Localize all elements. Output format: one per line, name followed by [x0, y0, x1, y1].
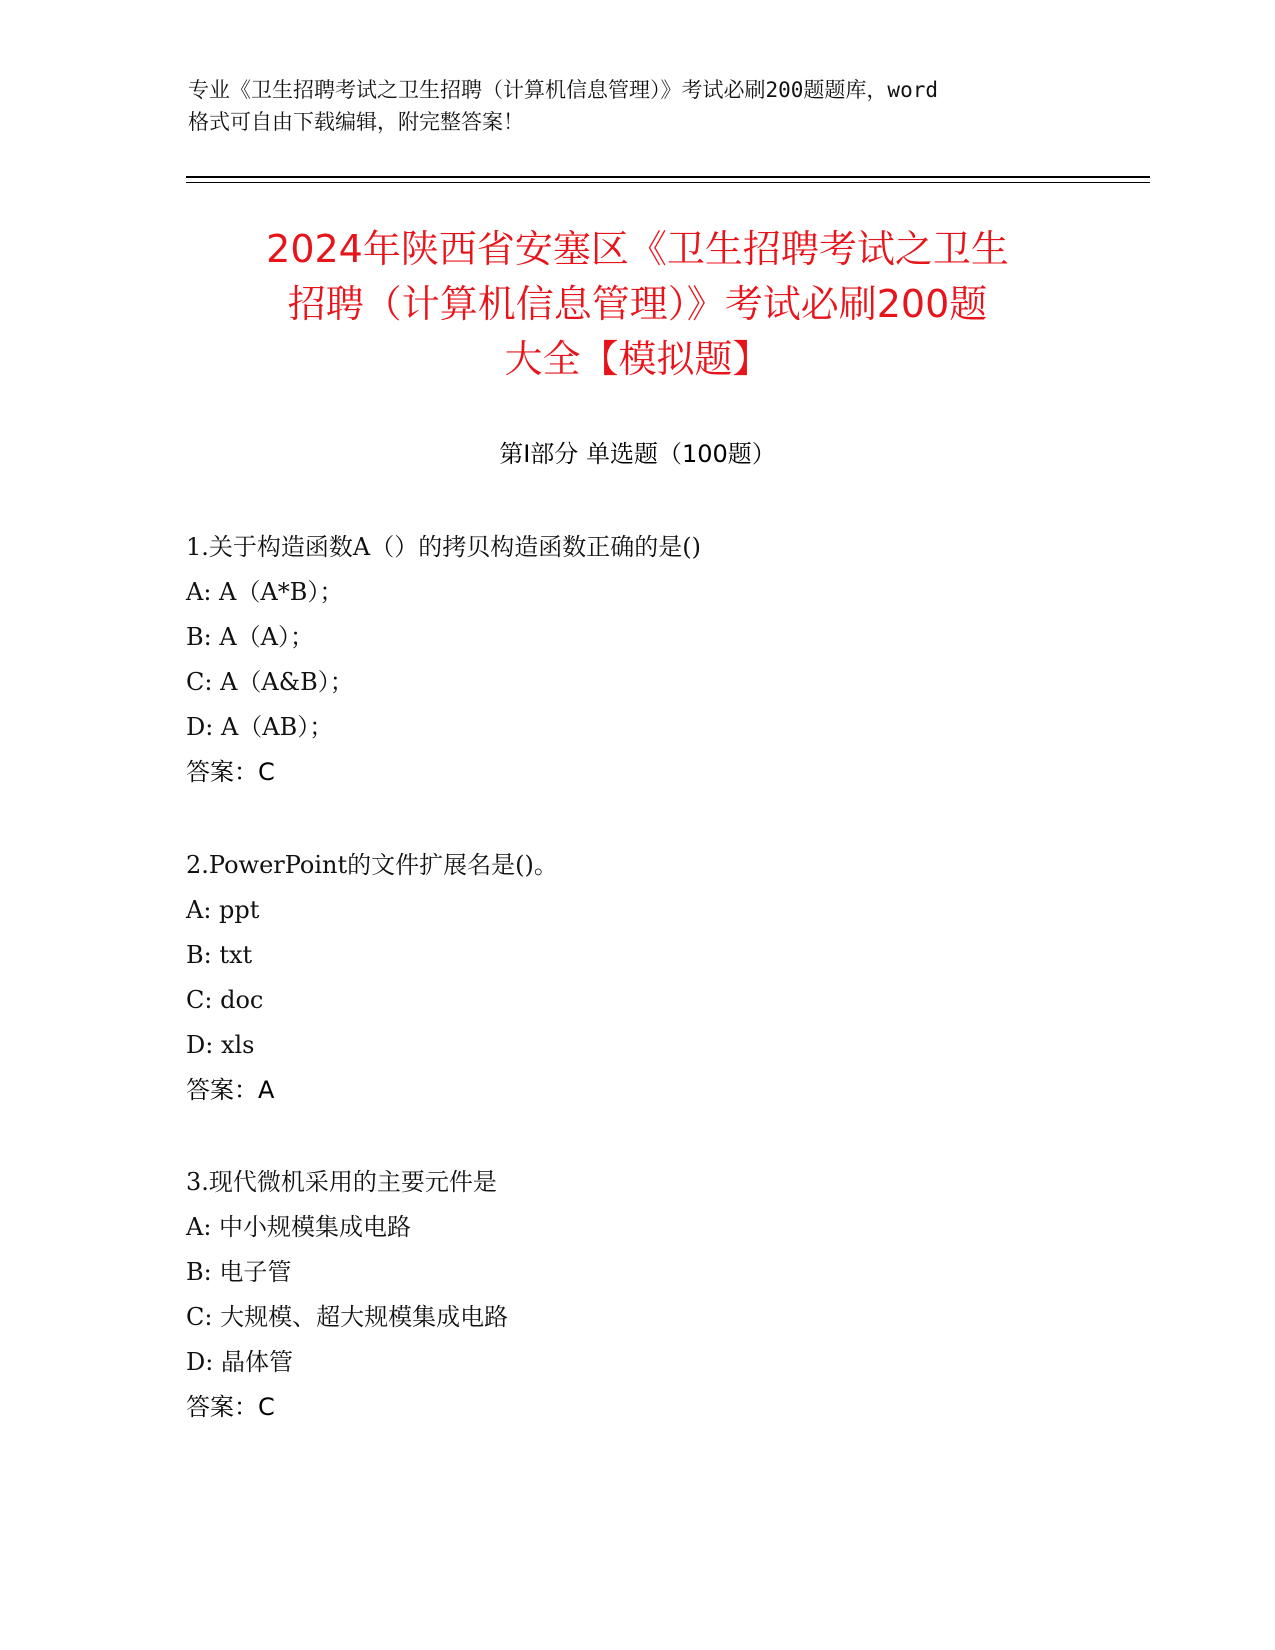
answer: 答案：A	[186, 1076, 275, 1104]
option-c: C: 大规模、超大规模集成电路	[186, 1303, 509, 1331]
question-stem: 2.PowerPoint的文件扩展名是()。	[186, 851, 558, 879]
option-d: D: A（AB）；	[186, 713, 334, 741]
answer: 答案：C	[186, 1393, 275, 1421]
answer: 答案：C	[186, 758, 275, 786]
option-c: C: doc	[186, 986, 264, 1014]
option-d: D: xls	[186, 1031, 255, 1059]
header-note-line-1: 专业《卫生招聘考试之卫生招聘（计算机信息管理）》考试必刷200题题库，word	[188, 78, 938, 102]
option-d: D: 晶体管	[186, 1348, 293, 1376]
option-b: B: A（A）；	[186, 623, 315, 651]
title-line-1: 2024年陕西省安塞区《卫生招聘考试之卫生	[266, 227, 1009, 271]
title-line-2: 招聘（计算机信息管理）》考试必刷200题	[287, 282, 988, 326]
option-b: B: txt	[186, 941, 253, 969]
question-stem: 1.关于构造函数A（）的拷贝构造函数正确的是()	[186, 533, 701, 561]
section-heading: 第Ⅰ部分 单选题（100题）	[499, 440, 776, 468]
header-note	[188, 74, 1088, 138]
title-line-3: 大全【模拟题】	[504, 337, 771, 381]
document-title	[160, 222, 1115, 387]
option-b: B: 电子管	[186, 1258, 292, 1286]
question-stem: 3.现代微机采用的主要元件是	[186, 1168, 497, 1196]
question-1	[186, 525, 1086, 795]
header-divider-thick	[186, 176, 1150, 178]
header-note-line-2: 格式可自由下载编辑，附完整答案！	[188, 110, 524, 134]
option-c: C: A（A&B）；	[186, 668, 354, 696]
header-divider-thin	[186, 182, 1150, 183]
option-a: A: 中小规模集成电路	[186, 1213, 412, 1241]
option-a: A: ppt	[186, 896, 260, 924]
question-3	[186, 1160, 1086, 1430]
option-a: A: A（A*B）；	[186, 578, 344, 606]
question-2	[186, 843, 1086, 1113]
